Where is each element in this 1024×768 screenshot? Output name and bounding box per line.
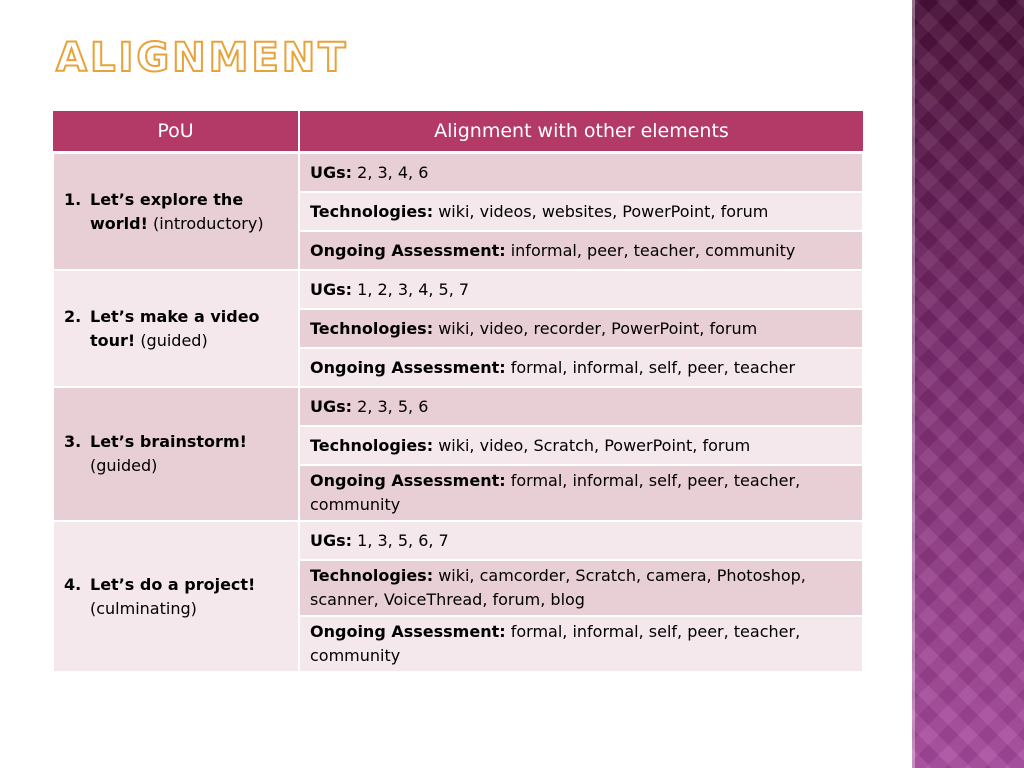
item-label: Technologies: [310,435,434,455]
item-value: wiki, video, Scratch, PowerPoint, forum [438,435,751,455]
assessment-cell [299,348,863,387]
item-label: Ongoing Assessment: [310,357,506,377]
assessment-cell [299,465,863,521]
item-label: Technologies: [310,318,434,338]
slide-title: ALIGNMENT [56,35,349,81]
pou-type: (culminating) [90,598,197,618]
item-value: 2, 3, 4, 6 [357,162,429,182]
header-alignment: Alignment with other elements [299,111,863,153]
pou-cell-1 [53,153,299,271]
pou-number: 4. [64,574,82,594]
item-label: UGs: [310,530,353,550]
item-label: Ongoing Assessment: [310,622,506,641]
pou-type: (guided) [90,456,158,475]
assessment-cell [299,616,863,672]
technologies-cell [299,309,863,348]
table-header-row [53,111,863,153]
item-value: informal, peer, teacher, community [510,240,796,260]
ugs-cell [299,387,863,426]
item-value: wiki, videos, websites, PowerPoint, forum [438,201,769,221]
ugs-cell [299,153,863,193]
table-row [53,387,863,426]
ugs-cell [299,521,863,560]
item-label: Technologies: [310,566,434,585]
pou-cell-2 [53,270,299,387]
pou-cell-4 [53,521,299,672]
pou-number: 2. [64,306,82,326]
pou-number: 3. [64,432,82,451]
item-value: wiki, video, recorder, PowerPoint, forum [438,318,758,338]
pou-title: Let’s make a video tour! [90,306,260,350]
pou-title: Let’s explore the world! [90,189,244,233]
pou-type: (guided) [140,330,208,350]
header-pou: PoU [53,111,299,153]
alignment-table [52,111,864,673]
item-value: 1, 3, 5, 6, 7 [357,530,449,550]
assessment-cell [299,231,863,270]
item-label: UGs: [310,279,353,299]
item-value: wiki, camcorder, Scratch, camera, Photoshop, scanner, VoiceThread, forum, blog [310,566,806,609]
ugs-cell [299,270,863,309]
item-value: formal, informal, self, peer, teacher [510,357,796,377]
item-label: Technologies: [310,201,434,221]
pou-number: 1. [64,189,82,209]
item-label: UGs: [310,396,353,416]
item-value: 1, 2, 3, 4, 5, 7 [357,279,470,299]
item-label: Ongoing Assessment: [310,240,506,260]
pou-title: Let’s brainstorm! [90,432,247,451]
pou-cell-3 [53,387,299,521]
table-row [53,270,863,309]
technologies-cell [299,560,863,616]
item-label: UGs: [310,162,353,182]
item-value: 2, 3, 5, 6 [357,396,429,416]
table-row [53,521,863,560]
item-label: Ongoing Assessment: [310,471,506,490]
table-row [53,153,863,193]
pou-type: (introductory) [153,213,264,233]
technologies-cell [299,192,863,231]
technologies-cell [299,426,863,465]
item-value: formal, informal, self, peer, teacher, community [310,471,801,514]
item-value: formal, informal, self, peer, teacher, community [310,622,801,665]
pou-title: Let’s do a project! [90,574,256,594]
decorative-side-panel [912,0,1024,768]
